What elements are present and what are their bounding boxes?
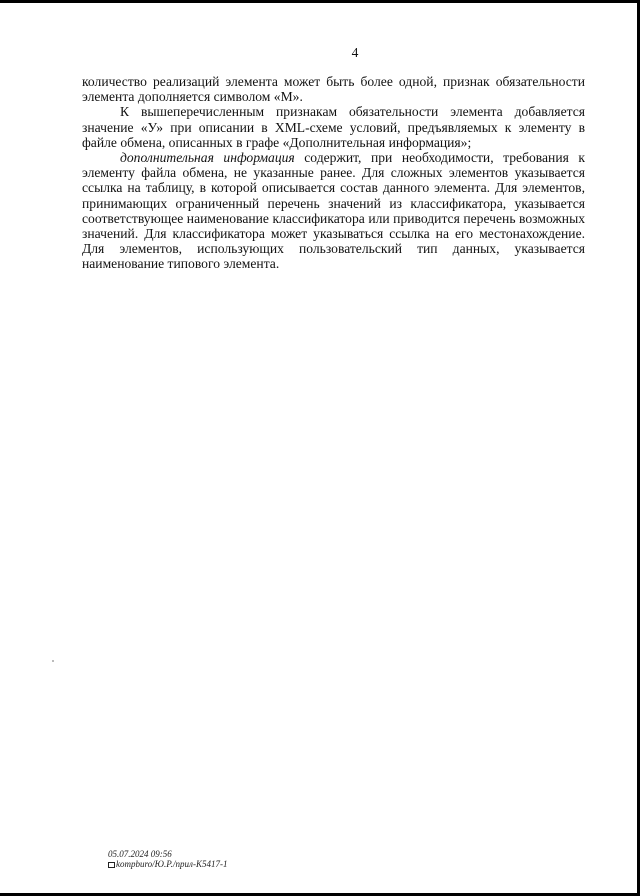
paragraph-additional-info [82, 150, 585, 272]
footer-path: kompburo/Ю.Р./прил-К5417-1 [116, 859, 228, 869]
term-additional-info: дополнительная информация [120, 150, 295, 166]
computer-icon [108, 862, 115, 868]
document-body [82, 74, 585, 272]
paragraph-mandatory-attributes: К вышеперечисленным признакам обязательности элемента добавляется значение «У» при описании в XML-схеме условий, предъявляемых к элементу в файле обмена, описанных в графе «Дополнительная информация»; [82, 104, 585, 150]
paragraph-continuation: количество реализаций элемента может быть более одной, признак обязательности элемента дополняется символом «М». [82, 74, 585, 105]
footer-path-line [108, 859, 227, 869]
paragraph-additional-info-text: содержит, при необходимости, требования к элементу файла обмена, не указанные ранее. Для сложных элементов указывается ссылка на таблицу, в которой описывается состав данного элемента. Для элементов, принимающих ограниченный перечень значений из классификатора, указывается соответствующее наименование классификатора или приводится перечень возможных значений. Для классификатора может указываться ссылка на его местонахождение. Для элементов, использующих пользовательский тип данных, указывается наименование типового элемента. [82, 150, 585, 272]
scan-speck [52, 660, 54, 662]
page-number: 4 [351, 45, 359, 60]
document-footer [108, 849, 227, 869]
footer-timestamp: 05.07.2024 09:56 [108, 849, 172, 859]
scan-border-top [0, 0, 640, 3]
